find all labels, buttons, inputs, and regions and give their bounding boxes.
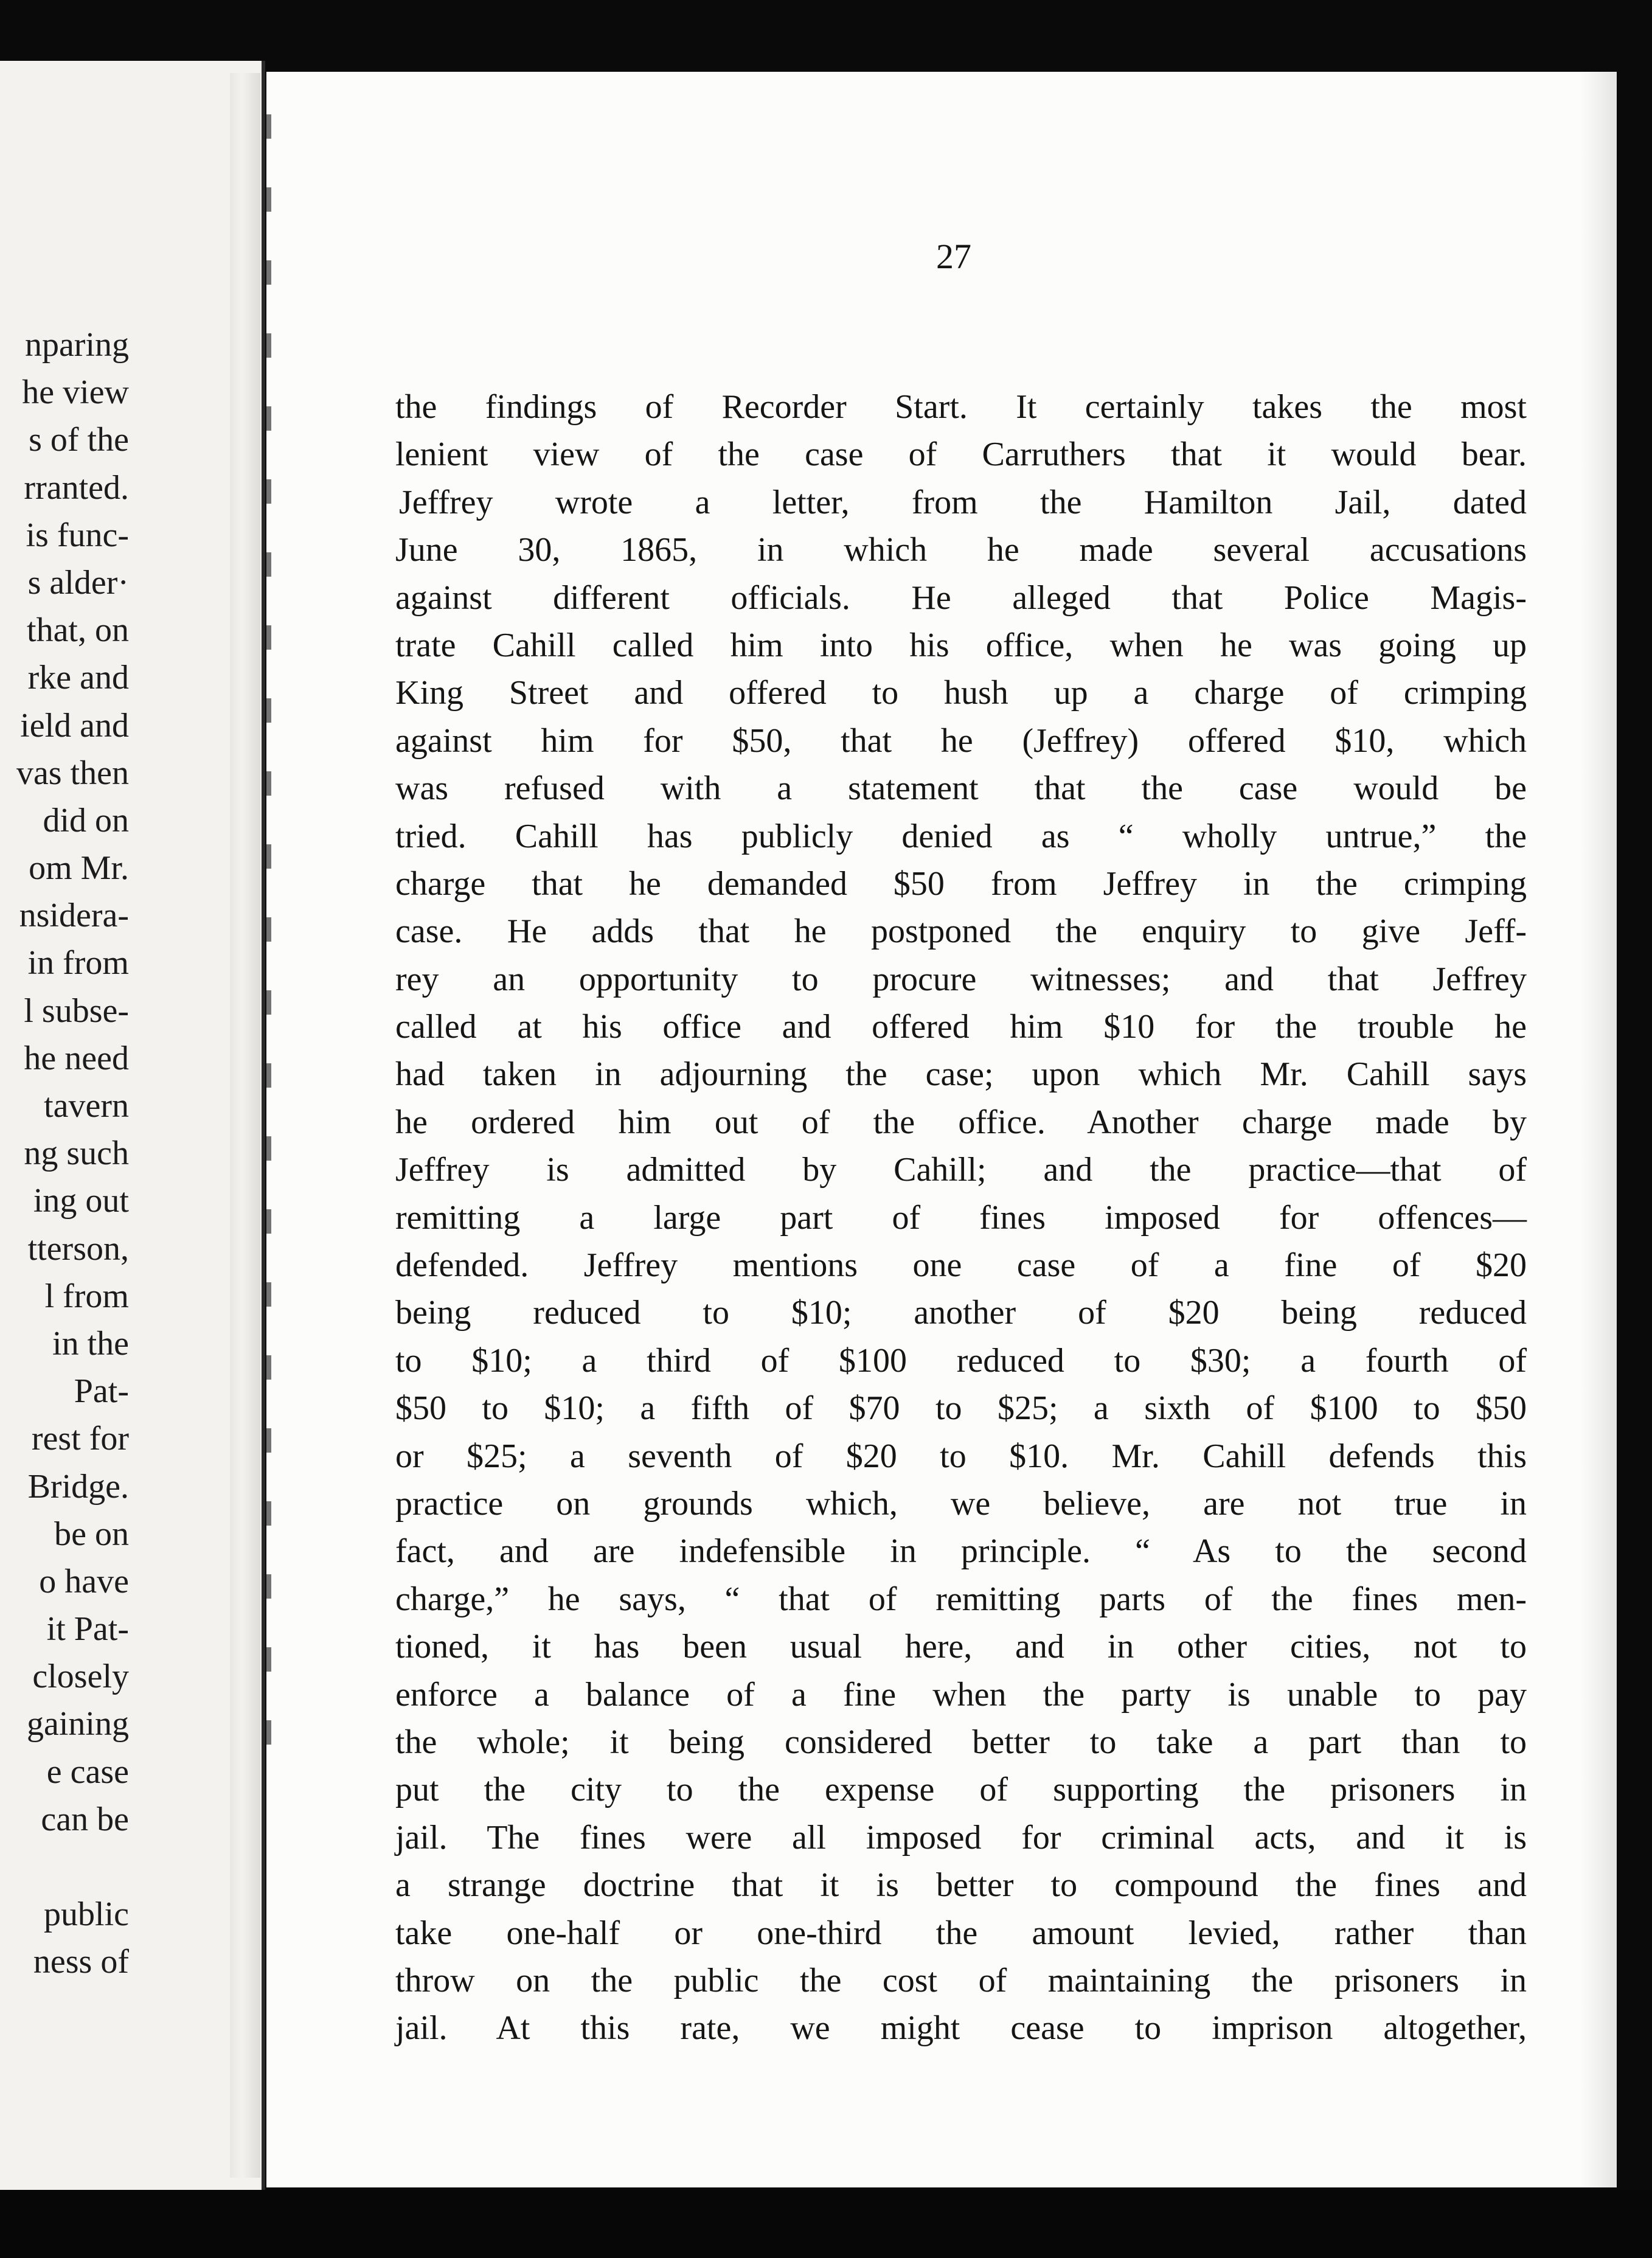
text-line: jail. At this rate, we might cease to imprison altogether,	[395, 2009, 1527, 2048]
text-line: King Street and offered to hush up a charge of crimping	[395, 674, 1527, 712]
text-line: tioned, it has been usual here, and in other cities, not to	[395, 1628, 1527, 1666]
page-edge-marks	[266, 114, 271, 1757]
body-text	[395, 383, 1527, 2052]
text-line: jail. The fines were all imposed for criminal acts, and it is	[395, 1818, 1527, 1857]
text-line: rey an opportunity to procure witnesses; and that Jeffrey	[395, 960, 1527, 998]
text-line: or $25; a seventh of $20 to $10. Mr. Cahill defends this	[395, 1437, 1527, 1475]
right-page	[266, 72, 1617, 2187]
text-line: charge that he demanded $50 from Jeffrey in the crimping	[395, 864, 1527, 903]
left-page-line: ness of	[33, 1943, 129, 1981]
left-page-line: nparing	[24, 326, 129, 364]
text-line: against him for $50, that he (Jeffrey) offered $10, which	[395, 721, 1527, 760]
left-page-line: vas then	[16, 754, 129, 792]
left-page-line: l from	[44, 1277, 129, 1315]
page-number: 27	[936, 237, 971, 276]
text-line: throw on the public the cost of maintaining the prisoners in	[395, 1961, 1527, 1999]
left-page-line: s alder·	[27, 563, 129, 602]
left-page-line: rest for	[31, 1420, 129, 1458]
text-line: put the city to the expense of supporting the prisoners in	[395, 1771, 1527, 1809]
left-facing-page	[0, 61, 265, 2193]
text-line: June 30, 1865, in which he made several accusations	[395, 531, 1527, 569]
text-line: fact, and are indefensible in principle. “ As to the second	[395, 1532, 1527, 1571]
left-page-line: ield and	[20, 706, 129, 745]
scan-border	[0, 2190, 1652, 2258]
text-line: $50 to $10; a fifth of $70 to $25; a sixth of $100 to $50	[395, 1389, 1527, 1428]
left-page-line: be on	[54, 1515, 129, 1553]
text-line: was refused with a statement that the case would be	[395, 769, 1527, 808]
left-page-line: Bridge.	[27, 1467, 129, 1506]
left-page-line: ng such	[24, 1134, 129, 1173]
left-page-line: tavern	[44, 1087, 129, 1125]
left-page-line: o have	[39, 1562, 129, 1600]
text-line: charge,” he says, “ that of remitting parts of the fines men-	[395, 1580, 1527, 1618]
page-edge-shadow	[1580, 72, 1617, 2187]
text-line: defended. Jeffrey mentions one case of a fine of $20	[395, 1246, 1527, 1285]
text-line: he ordered him out of the office. Another charge made by	[395, 1103, 1527, 1141]
left-page-line: is func-	[26, 516, 129, 554]
left-page-line: ing out	[33, 1182, 129, 1220]
left-page-line: did on	[43, 801, 129, 839]
left-page-line: public	[44, 1895, 129, 1934]
left-page-line	[0, 1843, 129, 1891]
left-page-line: om Mr.	[29, 849, 129, 888]
text-line: the findings of Recorder Start. It certainly takes the most	[395, 388, 1527, 426]
text-line: the whole; it being considered better to take a part than to	[395, 1723, 1527, 1761]
text-line: lenient view of the case of Carruthers that it would bear.	[395, 436, 1527, 474]
left-page-line: s of the	[29, 421, 129, 459]
left-page-line: l subse-	[24, 992, 129, 1030]
text-line: tried. Cahill has publicly denied as “ wholly untrue,” the	[395, 817, 1527, 855]
left-page-line: rranted.	[24, 468, 129, 507]
text-line: Jeffrey wrote a letter, from the Hamilton Jail, dated	[399, 483, 1527, 521]
left-page-line: it Pat-	[46, 1610, 129, 1648]
left-page-line: that, on	[27, 611, 129, 650]
page-gutter	[230, 73, 260, 2178]
left-page-line: in the	[52, 1324, 129, 1363]
left-page-line: gaining	[27, 1705, 129, 1743]
text-line: trate Cahill called him into his office, when he was going up	[395, 626, 1527, 664]
left-page-line: Pat-	[74, 1372, 129, 1411]
left-page-line: rke and	[27, 659, 129, 697]
text-line: take one-half or one-third the amount levied, rather than	[395, 1914, 1527, 1952]
left-page-line: tterson,	[27, 1229, 129, 1268]
text-line: called at his office and offered him $10 for the trouble he	[395, 1008, 1527, 1046]
left-page-line: closely	[32, 1658, 129, 1696]
left-page-line: can be	[41, 1800, 129, 1838]
left-page-line: in from	[27, 944, 129, 982]
left-page-line: nsidera-	[19, 897, 129, 935]
text-line: remitting a large part of fines imposed for offences—	[395, 1198, 1527, 1237]
text-line: to $10; a third of $100 reduced to $30; a fourth of	[395, 1341, 1527, 1380]
text-line: had taken in adjourning the case; upon which Mr. Cahill says	[395, 1055, 1527, 1094]
text-line: practice on grounds which, we believe, are not true in	[395, 1484, 1527, 1523]
text-line: being reduced to $10; another of $20 being reduced	[395, 1294, 1527, 1332]
left-page-line: he view	[22, 373, 129, 412]
left-page-line: he need	[24, 1039, 129, 1077]
text-line: against different officials. He alleged that Police Magis-	[395, 578, 1527, 617]
left-page-line: e case	[46, 1753, 129, 1791]
left-page-text	[0, 321, 129, 1986]
text-line: Jeffrey is admitted by Cahill; and the practice—that of	[395, 1151, 1527, 1189]
text-line: a strange doctrine that it is better to compound the fines and	[395, 1866, 1527, 1905]
text-line: enforce a balance of a fine when the party is unable to pay	[395, 1675, 1527, 1714]
text-line: case. He adds that he postponed the enquiry to give Jeff-	[395, 912, 1527, 951]
